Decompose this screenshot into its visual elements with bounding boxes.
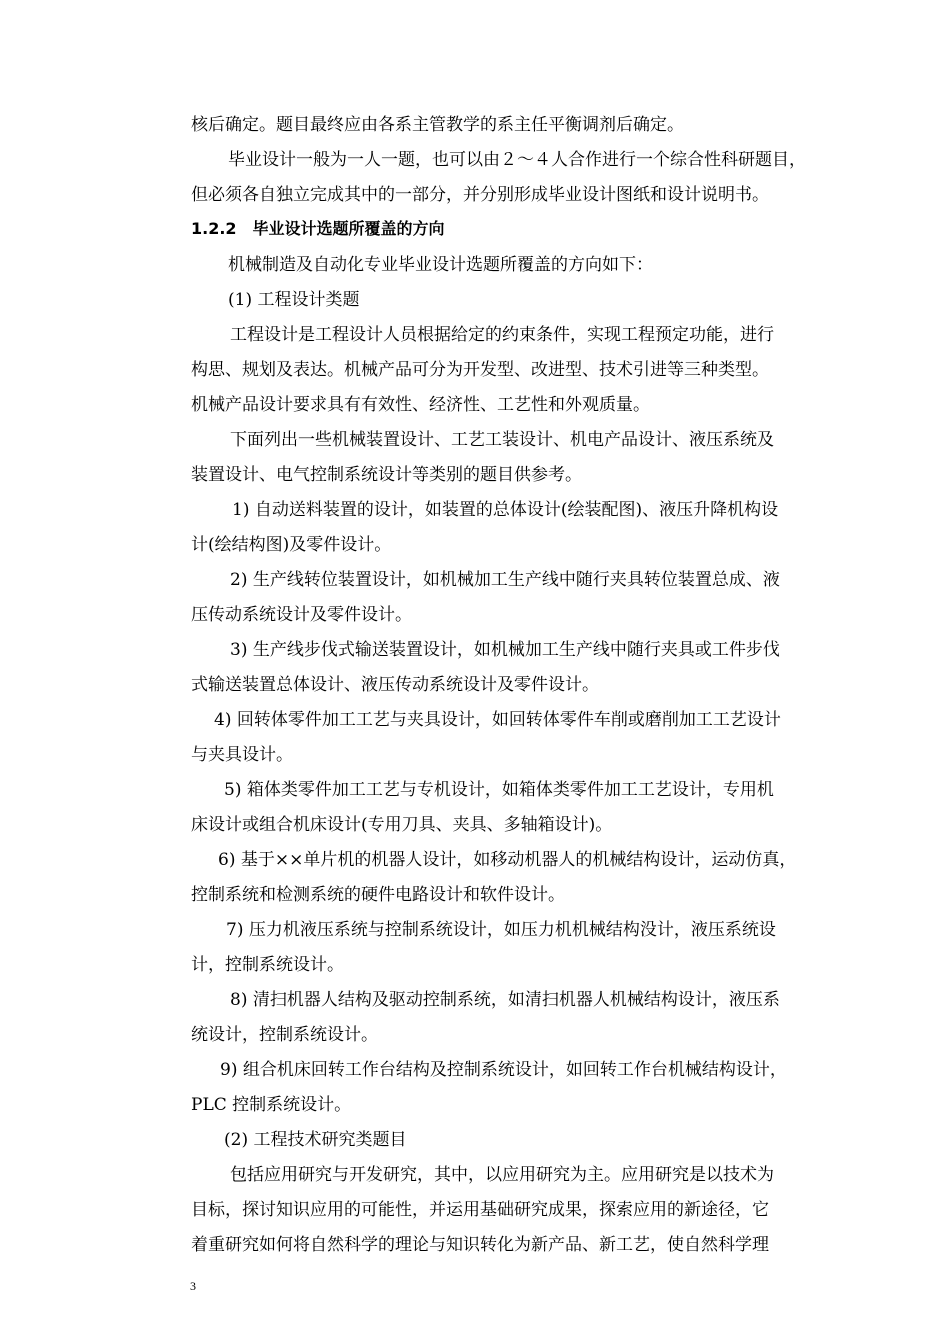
text-line: 包括应用研究与开发研究，其中，以应用研究为主。应用研究是以技术为 [230,1165,774,1185]
list-item-line: 1) 自动送料装置的设计，如装置的总体设计(绘装配图)、液压升降机构设 [232,500,779,520]
text-line: 毕业设计一般为一人一题，也可以由２～４人合作进行一个综合性科研题目， [228,150,806,170]
list-item-line: 5) 箱体类零件加工工艺与专机设计，如箱体类零件加工工艺设计，专用机 [224,780,774,800]
text-line: 装置设计、电气控制系统设计等类别的题目供参考。 [191,465,582,485]
list-item-line: 计(绘结构图)及零件设计。 [191,535,392,555]
list-item-line: 压传动系统设计及零件设计。 [191,605,412,625]
list-item-line: 6) 基于××单片机的机器人设计，如移动机器人的机械结构设计，运动仿真， [218,850,797,870]
list-item-line: PLC 控制系统设计。 [191,1095,352,1115]
list-item-line: 3) 生产线步伐式输送装置设计，如机械加工生产线中随行夹具或工件步伐 [230,640,780,660]
text-line: 工程设计是工程设计人员根据给定的约束条件，实现工程预定功能，进行 [230,325,774,345]
text-line: 目标，探讨知识应用的可能性，并运用基础研究成果，探索应用的新途径，它 [191,1200,769,1220]
list-item-line: 2) 生产线转位装置设计，如机械加工生产线中随行夹具转位装置总成、液 [230,570,780,590]
subsection-title: (1) 工程设计类题 [228,290,360,310]
text-line: 机械制造及自动化专业毕业设计选题所覆盖的方向如下： [228,255,653,275]
list-item-line: 8) 清扫机器人结构及驱动控制系统，如清扫机器人机械结构设计，液压系 [230,990,780,1010]
page-number: 3 [190,1279,196,1293]
list-item-line: 统设计，控制系统设计。 [191,1025,378,1045]
text-line: 下面列出一些机械装置设计、工艺工装设计、机电产品设计、液压系统及 [230,430,774,450]
list-item-line: 控制系统和检测系统的硬件电路设计和软件设计。 [191,885,565,905]
list-item-line: 9) 组合机床回转工作台结构及控制系统设计，如回转工作台机械结构设计， [220,1060,787,1080]
list-item-line: 与夹具设计。 [191,745,293,765]
text-line: 核后确定。题目最终应由各系主管教学的系主任平衡调剂后确定。 [191,115,684,135]
list-item-line: 7) 压力机液压系统与控制系统设计，如压力机机械结构没计，液压系统设 [226,920,776,940]
text-line: 机械产品设计要求具有有效性、经济性、工艺性和外观质量。 [191,395,650,415]
list-item-line: 4) 回转体零件加工工艺与夹具设计，如回转体零件车削或磨削加工工艺设计 [214,710,781,730]
list-item-line: 式输送装置总体设计、液压传动系统设计及零件设计。 [191,675,599,695]
list-item-line: 计，控制系统设计。 [191,955,344,975]
section-heading: 1.2.2 毕业设计选题所覆盖的方向 [191,219,445,238]
list-item-line: 床设计或组合机床设计(专用刀具、夹具、多轴箱设计)。 [191,815,613,835]
text-line: 着重研究如何将自然科学的理论与知识转化为新产品、新工艺，使自然科学理 [191,1235,769,1255]
text-line: 构思、规划及表达。机械产品可分为开发型、改进型、技术引进等三种类型。 [191,360,769,380]
subsection-title: (2) 工程技术研究类题目 [224,1130,407,1150]
text-line: 但必须各自独立完成其中的一部分，并分别形成毕业设计图纸和设计说明书。 [191,185,769,205]
